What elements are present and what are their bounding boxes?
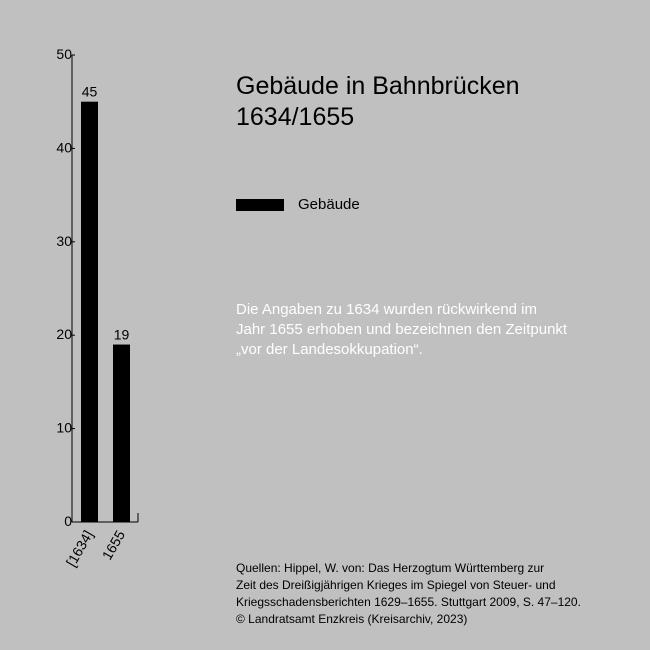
y-tick-label: 20	[56, 326, 72, 343]
legend-swatch	[236, 199, 284, 211]
note-line-3: „vor der Landesokkupation“.	[236, 341, 423, 358]
sources-line-3: Kriegsschadensberichten 1629–1655. Stuttgart 2009, S. 47–120.	[236, 595, 581, 609]
copyright-line: © Landratsamt Enzkreis (Kreisarchiv, 2023)	[236, 612, 468, 626]
y-tick-label: 0	[64, 513, 72, 529]
data-label: 45	[81, 83, 98, 100]
chart-title-line-2: 1634/1655	[236, 103, 355, 131]
chart-note	[236, 300, 636, 360]
y-tick-label: 30	[56, 232, 72, 249]
x-tick-label: [1634]	[62, 527, 97, 570]
bar	[113, 345, 130, 522]
note-line-2: Jahr 1655 erhoben und bezeichnen den Zeitpunkt	[236, 321, 568, 338]
sources-line-2: Zeit des Dreißigjährigen Krieges im Spiegel von Steuer- und	[236, 578, 556, 592]
chart-legend	[236, 196, 360, 213]
bar-chart	[0, 0, 230, 600]
data-label: 19	[113, 326, 130, 343]
chart-title-line-1: Gebäude in Bahnbrücken	[236, 72, 520, 100]
y-tick-label: 40	[56, 139, 72, 156]
y-tick-label: 10	[56, 419, 72, 436]
y-tick-label: 50	[56, 46, 72, 62]
note-line-1: Die Angaben zu 1634 wurden rückwirkend im	[236, 301, 538, 318]
bar	[81, 102, 98, 522]
chart-title	[236, 71, 520, 133]
sources-line-1: Quellen: Hippel, W. von: Das Herzogtum Württemberg zur	[236, 561, 545, 575]
sources-text	[236, 560, 581, 628]
legend-label: Gebäude	[298, 196, 360, 213]
x-tick-label: 1655	[98, 527, 129, 563]
